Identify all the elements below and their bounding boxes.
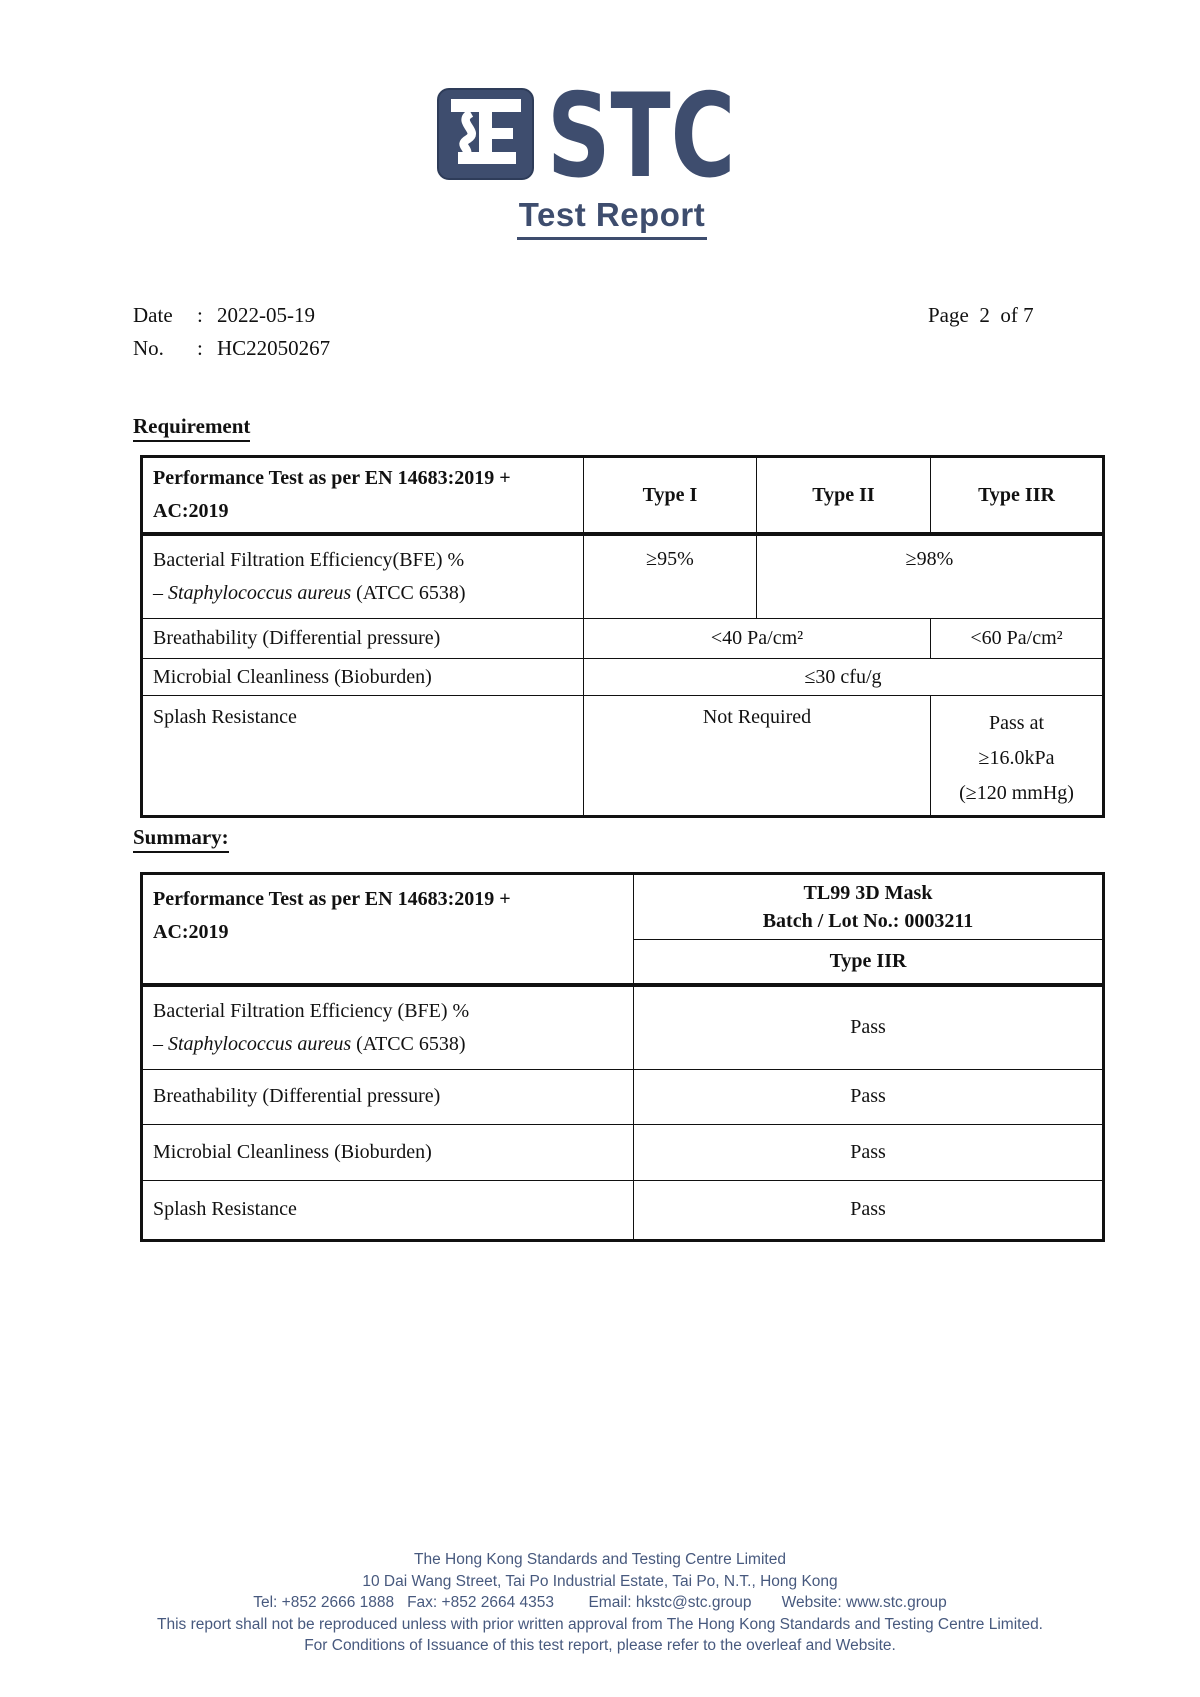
req-breathability-type2r-value: <60 Pa/cm²	[931, 619, 1104, 659]
summary-bfe-suffix: (ATCC 6538)	[351, 1032, 466, 1055]
summary-header-test-line1: Performance Test as per EN 14683:2019 +	[153, 888, 511, 910]
summary-header-product	[634, 874, 1104, 940]
report-no-separator: :	[197, 336, 203, 360]
req-breathability-type1-2-value: <40 Pa/cm²	[584, 619, 931, 659]
summary-bfe-result: Pass	[634, 985, 1104, 1070]
summary-splash-label: Splash Resistance	[142, 1180, 634, 1240]
req-header-type1: Type I	[584, 457, 757, 535]
summary-bfe-label-line2	[153, 1028, 623, 1061]
req-bfe-label	[142, 534, 584, 619]
summary-row-breathability	[142, 1069, 1104, 1124]
footer-contact: Tel: +852 2666 1888 Fax: +852 2664 4353 Email: hkstc@stc.group Website: www.stc.group	[253, 1594, 947, 1611]
req-splash-type2r-value	[931, 696, 1104, 817]
summary-microbial-label: Microbial Cleanliness (Bioburden)	[142, 1124, 634, 1180]
summary-row-splash	[142, 1180, 1104, 1240]
req-header-type2r: Type IIR	[931, 457, 1104, 535]
footer-address: 10 Dai Wang Street, Tai Po Industrial Estate, Tai Po, N.T., Hong Kong	[362, 1572, 838, 1590]
date-value: 2022-05-19	[217, 303, 315, 327]
report-no-label: No.	[133, 336, 164, 360]
req-microbial-label: Microbial Cleanliness (Bioburden)	[142, 659, 584, 696]
req-splash-label: Splash Resistance	[142, 696, 584, 817]
summary-header-test-line2: AC:2019	[153, 921, 229, 943]
footer-company-name: The Hong Kong Standards and Testing Centre Limited	[414, 1551, 786, 1568]
report-title: Test Report	[517, 196, 707, 240]
requirement-table	[140, 455, 1105, 818]
summary-row-bfe	[142, 985, 1104, 1070]
req-row-splash	[142, 696, 1104, 817]
report-no-value: HC22050267	[217, 336, 331, 360]
summary-header-type: Type IIR	[634, 940, 1104, 985]
summary-breathability-label: Breathability (Differential pressure)	[142, 1069, 634, 1124]
stc-logo	[0, 86, 1190, 186]
summary-heading: Summary:	[133, 825, 229, 853]
summary-bfe-dash: –	[153, 1032, 168, 1055]
req-row-breathability	[142, 619, 1104, 659]
logo-stc-text: STC	[547, 86, 736, 186]
logo-monogram-icon	[438, 89, 533, 179]
requirement-table-header-row	[142, 457, 1104, 535]
req-splash-type1-2-value: Not Required	[584, 696, 931, 817]
req-breathability-label: Breathability (Differential pressure)	[142, 619, 584, 659]
summary-splash-result: Pass	[634, 1180, 1104, 1240]
date-label: Date	[133, 303, 173, 327]
summary-product-name: TL99 3D Mask	[803, 882, 933, 904]
summary-header-row-product	[142, 874, 1104, 940]
stc-logo-graphic	[435, 86, 745, 186]
req-bfe-type1-value: ≥95%	[584, 534, 757, 619]
date-line	[133, 299, 330, 332]
summary-batch-lot: Batch / Lot No.: 0003211	[762, 910, 974, 932]
summary-header-test	[142, 874, 634, 985]
report-meta	[133, 299, 330, 365]
report-no-line	[133, 332, 330, 365]
req-bfe-label-line1: Bacterial Filtration Efficiency(BFE) %	[153, 549, 465, 571]
req-row-microbial	[142, 659, 1104, 696]
requirement-heading: Requirement	[133, 414, 250, 442]
report-title-wrap	[12, 196, 1200, 240]
req-header-test	[142, 457, 584, 535]
req-bfe-species: Staphylococcus aureus	[168, 582, 352, 604]
page-indicator: Page 2 of 7	[928, 303, 1034, 327]
footer-reproduction-notice: This report shall not be reproduced unless with prior written approval from The Hong Kong Standards and Testing Centre Limited.	[157, 1615, 1043, 1633]
req-splash-type2r-line1: Pass at	[989, 712, 1044, 734]
req-microbial-value: ≤30 cfu/g	[584, 659, 1104, 696]
summary-bfe-label-line1: Bacterial Filtration Efficiency (BFE) %	[153, 999, 470, 1022]
summary-table	[140, 872, 1105, 1242]
req-bfe-dash: –	[153, 582, 168, 604]
date-separator: :	[197, 303, 203, 327]
req-splash-type2r-line2: ≥16.0kPa	[978, 747, 1055, 769]
req-header-type2: Type II	[757, 457, 931, 535]
req-bfe-label-line2	[153, 577, 573, 610]
req-bfe-type2-2r-value: ≥98%	[757, 534, 1104, 619]
req-bfe-suffix: (ATCC 6538)	[351, 582, 466, 604]
req-header-test-line2: AC:2019	[153, 500, 229, 522]
footer-conditions-notice: For Conditions of Issuance of this test report, please refer to the overleaf and Website.	[304, 1637, 896, 1654]
summary-breathability-result: Pass	[634, 1069, 1104, 1124]
summary-microbial-result: Pass	[634, 1124, 1104, 1180]
req-splash-type2r-line3: (≥120 mmHg)	[959, 782, 1074, 804]
req-row-bfe	[142, 534, 1104, 619]
page-footer	[0, 1549, 1200, 1657]
req-header-test-line1: Performance Test as per EN 14683:2019 +	[153, 467, 511, 489]
summary-row-microbial	[142, 1124, 1104, 1180]
summary-bfe-species: Staphylococcus aureus	[168, 1032, 352, 1055]
summary-bfe-label	[142, 985, 634, 1070]
